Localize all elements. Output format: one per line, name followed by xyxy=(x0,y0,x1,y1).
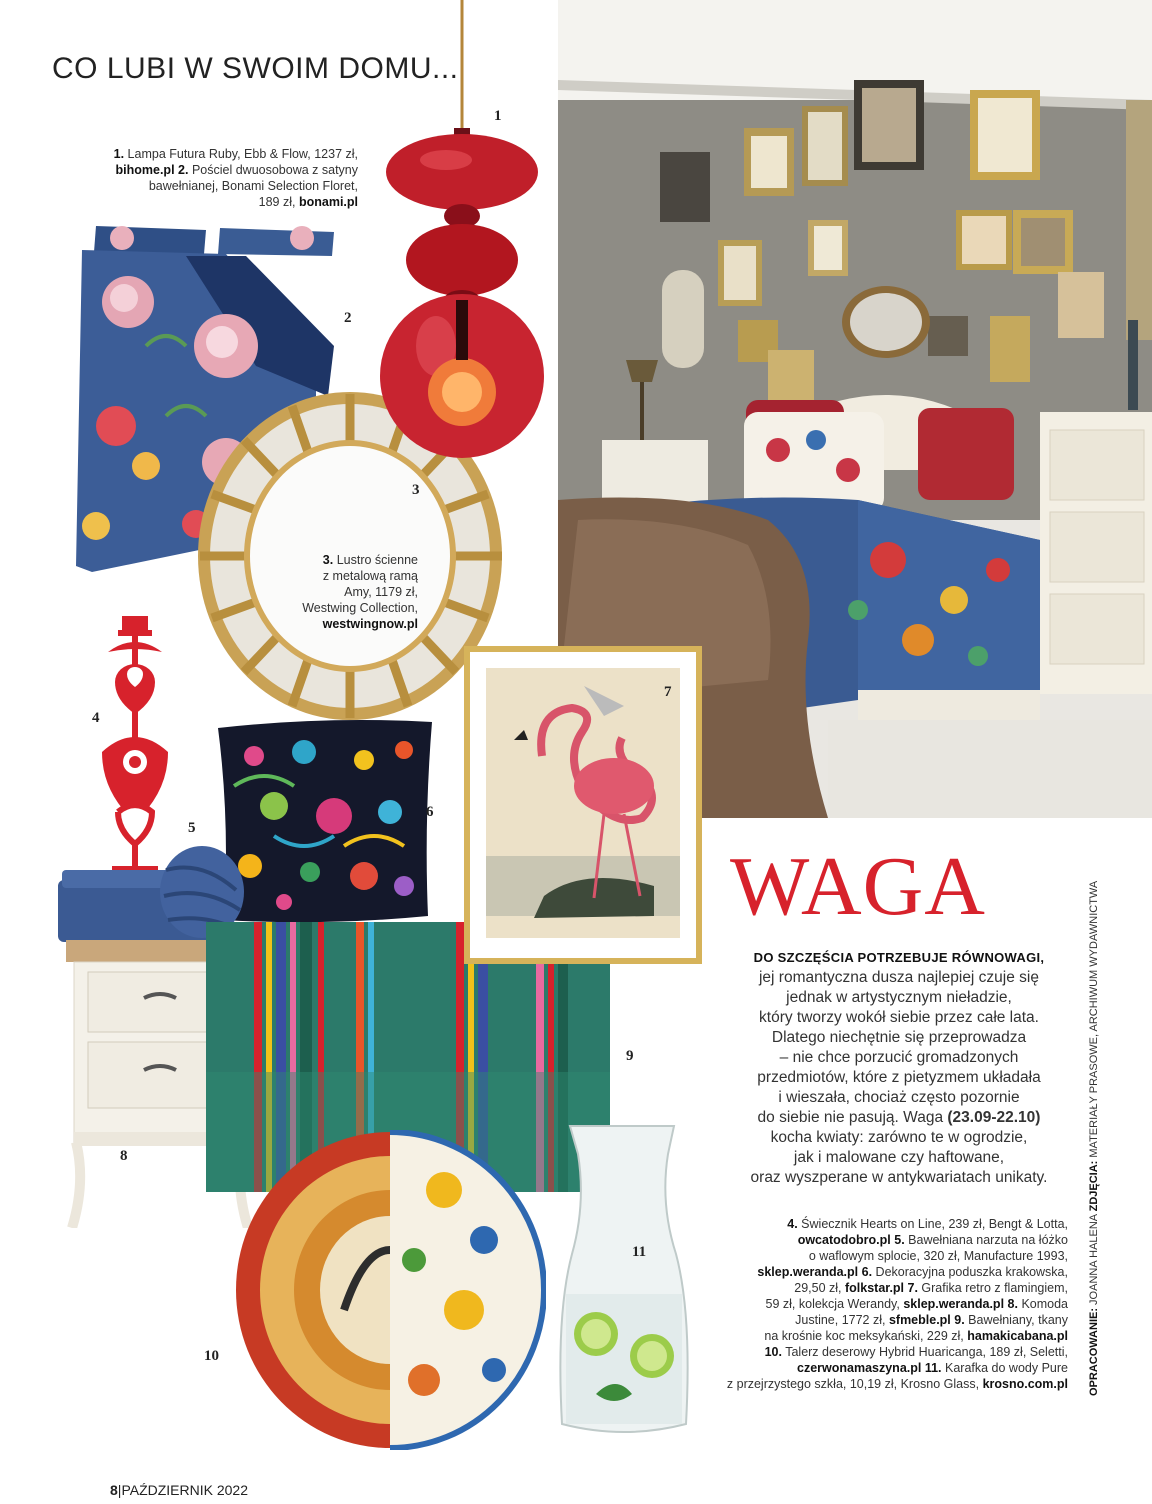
article-title: WAGA xyxy=(730,840,986,933)
product-number-6: 6 xyxy=(426,804,434,820)
caption-top: 1. Lampa Futura Ruby, Ebb & Flow, 1237 zł, bihome.pl 2. Pościel dwuosobowa z satyny bawełnianej, Bonami Selection Floret, 189 zł, bonami.pl xyxy=(113,147,358,209)
page-header: CO LUBI W SWOIM DOMU... xyxy=(52,52,459,85)
caption-bottom: 4. Świecznik Hearts on Line, 239 zł, Bengt & Lotta, owcatodobro.pl 5. Bawełniana narzuta na łóżko o waflowym splocie, 320 zł, Manufacture 1993, sklep.weranda.pl 6. Dekoracyjna poduszka krakowska, 29,50 zł, folkstar.pl 7. Grafika retro z flamingiem, 59 zł, kolekcja Werandy, sklep.weranda.pl 8. Komoda Justine, 1772 zł, sfmeble.pl 9. Bawełniany, tkany na krośnie koc meksykański, 229 zł, hamakicabana.pl 10. Talerz deserowy Hybrid Huaricanga, 189 zł, Seletti, czerwonamaszyna.pl 11. Karafka do wody Pure z przejrzystego szkła, 10,19 zł, Krosno Glass, krosno.com.pl xyxy=(726,1217,1068,1391)
product-number-4: 4 xyxy=(92,710,100,726)
caption-mirror: 3. Lustro ścienne z metalową ramą Amy, 1179 zł, Westwing Collection, westwingnow.pl xyxy=(302,553,418,631)
product-number-8: 8 xyxy=(120,1148,128,1164)
product-number-1: 1 xyxy=(494,108,502,124)
carafe-image xyxy=(556,1124,692,1442)
product-number-10: 10 xyxy=(204,1348,219,1364)
cushion-image xyxy=(214,716,436,926)
photo-credit: OPRACOWANIE: JOANNA HALENA ZDJĘCIA: MATERIAŁY PRASOWE, ARCHIWUM WYDAWNICTWA xyxy=(1088,880,1100,1396)
product-number-11: 11 xyxy=(632,1244,647,1260)
page-number: 8 xyxy=(110,1482,118,1498)
page-footer: 8|PAŹDZIERNIK 2022 xyxy=(110,1482,248,1498)
plate-image xyxy=(234,1130,546,1450)
product-number-9: 9 xyxy=(626,1048,634,1064)
product-number-3: 3 xyxy=(412,482,420,498)
product-number-2: 2 xyxy=(344,310,352,326)
product-number-5: 5 xyxy=(188,820,196,836)
pendant-lamp-image xyxy=(376,0,546,466)
issue-date: PAŹDZIERNIK 2022 xyxy=(121,1482,248,1498)
article-body: DO SZCZĘŚCIA POTRZEBUJE RÓWNOWAGI, jej romantyczna dusza najlepiej czuje się jednak w artystycznym nieładzie, który tworzy wokół siebie przez całe lata. Dlatego niechętnie się przeprowadza – nie chce porzucić gromadzonych przedmiotów, które z pietyzmem układała i wieszała, chociaż często pozornie do siebie nie pasują. Waga (23.09-22.10) kocha kwiaty: zarówno te w ogrodzie, jak i malowane czy haftowane, oraz wyszperane w antykwariatach unikaty. xyxy=(750,950,1048,1186)
product-number-7: 7 xyxy=(664,684,672,700)
